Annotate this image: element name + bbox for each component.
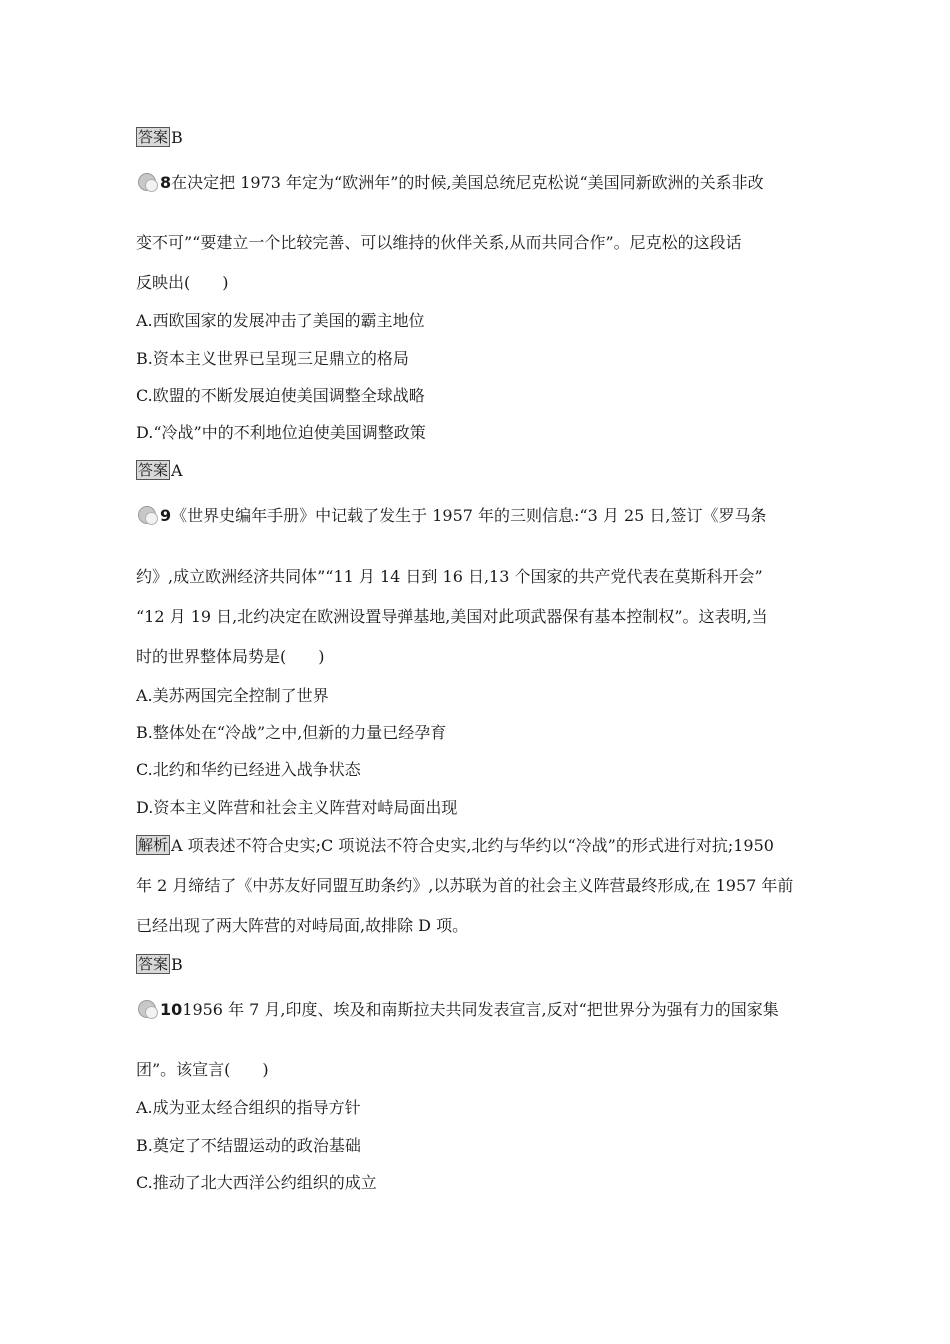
analysis-text: A 项表述不符合史实;C 项说法不符合史实,北约与华约以“冷战”的形式进行对抗;1950: [171, 836, 774, 855]
question-10-stem-line-1: [136, 999, 816, 1021]
question-9-option-c: C.北约和华约已经进入战争状态: [136, 760, 361, 779]
question-9-option-a: A.美苏两国完全控制了世界: [136, 686, 329, 705]
question-9-answer: [136, 954, 816, 976]
question-bullet-icon: [136, 173, 158, 191]
question-10-option-a: A.成为亚太经合组织的指导方针: [136, 1098, 361, 1117]
question-9-analysis-line-1: [136, 835, 816, 857]
question-number: 8: [160, 173, 172, 192]
answer-line: [136, 127, 816, 149]
question-10-stem-line-2: 团”。该宣言( ): [136, 1060, 269, 1079]
question-number: 9: [160, 506, 172, 525]
question-8-option-c: C.欧盟的不断发展迫使美国调整全球战略: [136, 386, 425, 405]
answer-tag: 答案: [138, 955, 169, 973]
question-9-stem-line-1: [136, 505, 816, 527]
question-9-option-b: B.整体处在“冷战”之中,但新的力量已经孕育: [136, 723, 447, 742]
question-8-option-d: D.“冷战”中的不利地位迫使美国调整政策: [136, 423, 426, 442]
answer-value: A: [171, 461, 183, 480]
answer-value: B: [171, 955, 183, 974]
question-9-analysis-line-2: 年 2 月缔结了《中苏友好同盟互助条约》,以苏联为首的社会主义阵营最终形成,在 1957 年前: [136, 876, 794, 895]
question-bullet-icon: [136, 1000, 158, 1018]
question-10-option-b: B.奠定了不结盟运动的政治基础: [136, 1136, 361, 1155]
question-9-option-d: D.资本主义阵营和社会主义阵营对峙局面出现: [136, 798, 458, 817]
answer-tag: 答案: [138, 128, 169, 146]
question-text: 《世界史编年手册》中记载了发生于 1957 年的三则信息:“3 月 25 日,签订《罗马条: [171, 506, 767, 525]
answer-tag: 答案: [138, 461, 169, 479]
question-9-stem-line-3: “12 月 19 日,北约决定在欧洲设置导弹基地,美国对此项武器保有基本控制权”。这表明,当: [136, 607, 768, 626]
question-bullet-icon: [136, 506, 158, 524]
question-8-stem-line-3: 反映出( ): [136, 273, 229, 292]
question-10-option-c: C.推动了北大西洋公约组织的成立: [136, 1173, 377, 1192]
question-number: 10: [160, 1000, 183, 1019]
question-text: 1956 年 7 月,印度、埃及和南斯拉夫共同发表宣言,反对“把世界分为强有力的国家集: [182, 1000, 779, 1019]
question-8-option-a: A.西欧国家的发展冲击了美国的霸主地位: [136, 311, 425, 330]
question-9-stem-line-4: 时的世界整体局势是( ): [136, 647, 325, 666]
question-8-stem-line-1: [136, 172, 816, 194]
answer-value: B: [171, 128, 183, 147]
analysis-tag: 解析: [138, 836, 169, 854]
question-8-option-b: B.资本主义世界已呈现三足鼎立的格局: [136, 349, 409, 368]
question-text: 在决定把 1973 年定为“欧洲年”的时候,美国总统尼克松说“美国同新欧洲的关系非改: [171, 173, 764, 192]
question-9-analysis-line-3: 已经出现了两大阵营的对峙局面,故排除 D 项。: [136, 916, 469, 935]
question-8-answer: [136, 460, 816, 482]
question-8-stem-line-2: 变不可”“要建立一个比较完善、可以维持的伙伴关系,从而共同合作”。尼克松的这段话: [136, 233, 742, 252]
question-9-stem-line-2: 约》,成立欧洲经济共同体”“11 月 14 日到 16 日,13 个国家的共产党代表在莫斯科开会”: [136, 567, 763, 586]
